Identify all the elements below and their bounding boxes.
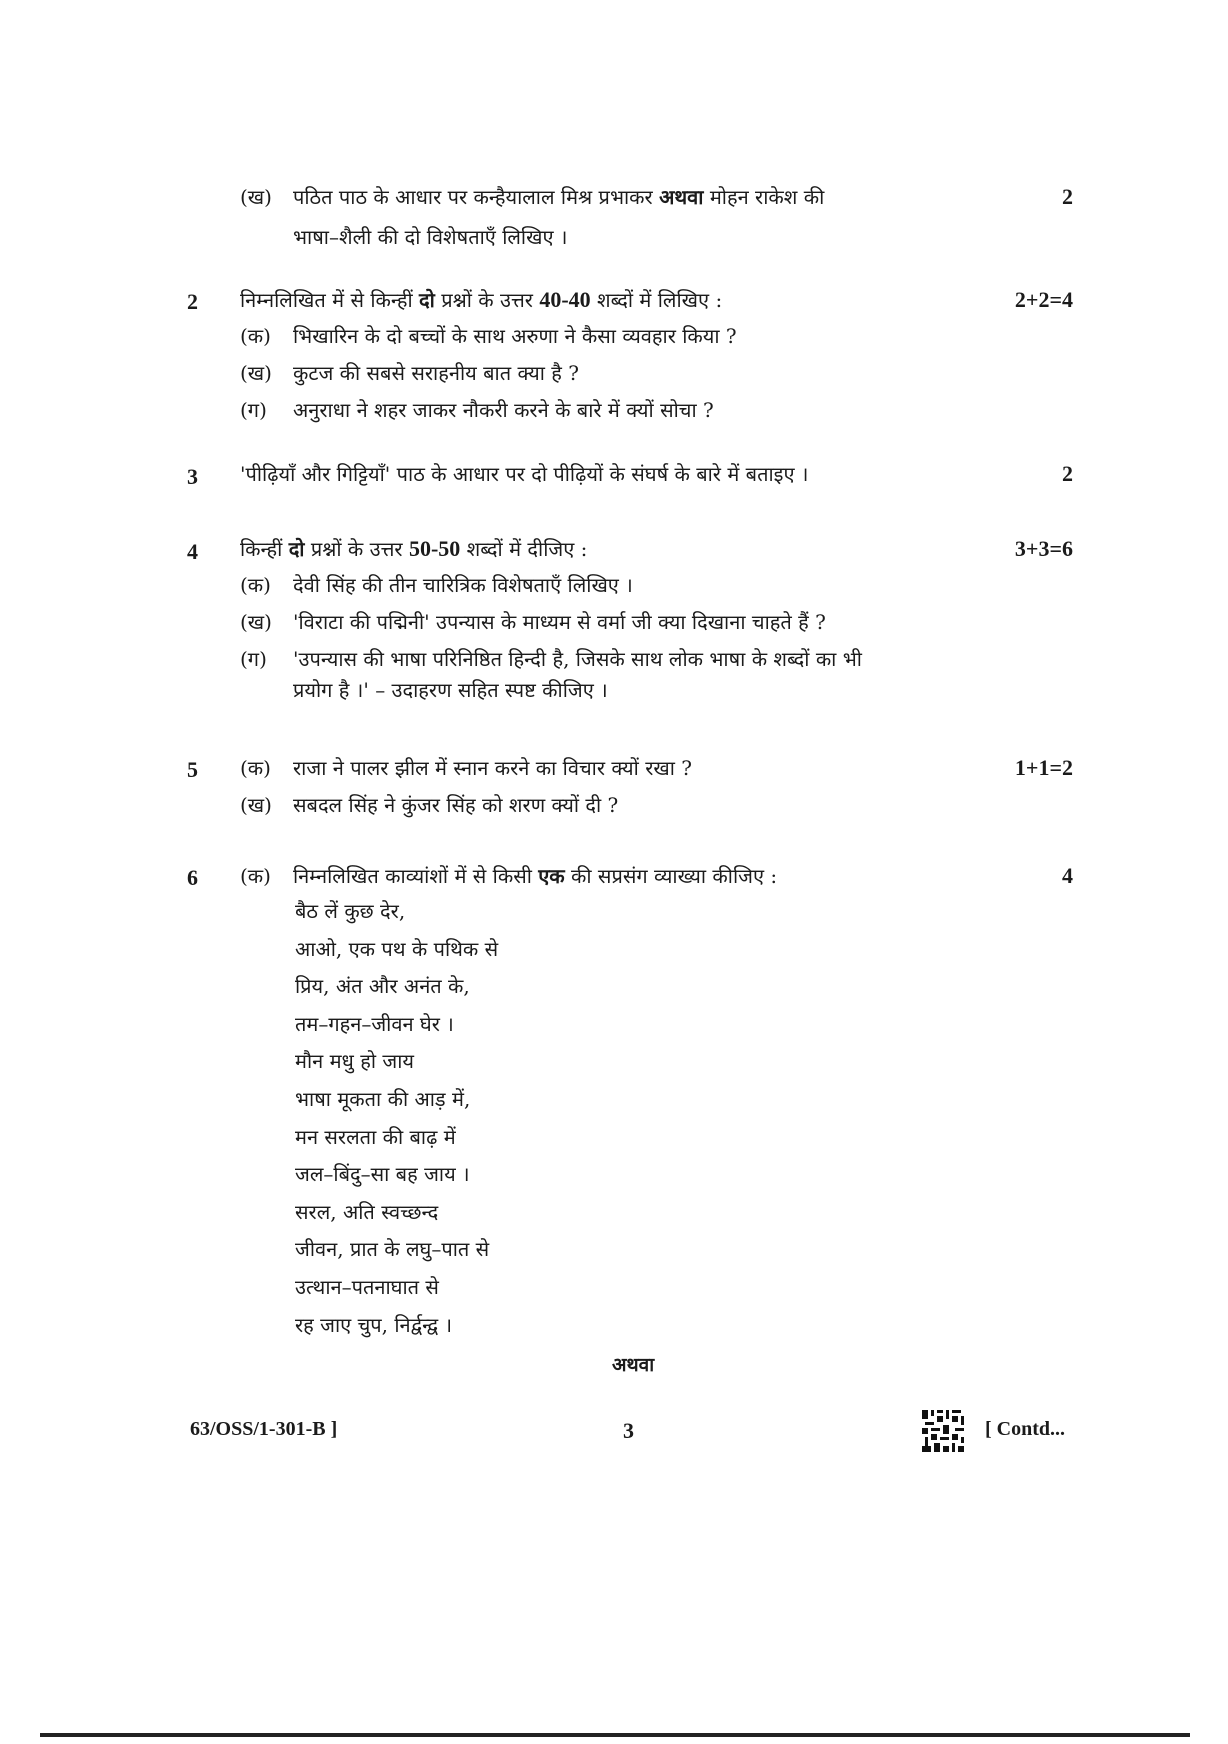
q4-part-g-text: 'उपन्यास की भाषा परिनिष्ठित हिन्दी है, जिसके साथ लोक भाषा के शब्दों का भी: [293, 647, 862, 671]
q5-part-k-text: राजा ने पालर झील में स्नान करने का विचार क्यों रखा ?: [293, 756, 692, 780]
continued-label: [ Contd...: [985, 1418, 1066, 1440]
poem-line: तम–गहन–जीवन घेर ।: [295, 1011, 454, 1036]
q4-stem-bold2: 50-50: [408, 536, 461, 561]
q1-text-a: पठित पाठ के आधार पर कन्हैयालाल मिश्र प्रभाकर: [293, 185, 653, 209]
q1-text-b: मोहन राकेश की: [709, 185, 825, 209]
q4-stem-bold1: दो: [288, 537, 305, 561]
q5-part-kh-label: (ख): [240, 793, 272, 817]
q6-stem-b: की सप्रसंग व्याख्या कीजिए :: [571, 864, 778, 888]
q4-part-g-text2: प्रयोग है ।' – उदाहरण सहित स्पष्ट कीजिए ।: [293, 678, 608, 702]
q5-marks: 1+1=2: [1014, 755, 1073, 780]
q2-part-g-label: (ग): [240, 398, 267, 422]
q2-part-k-text: भिखारिन के दो बच्चों के साथ अरुणा ने कैसा व्यवहार किया ?: [293, 324, 737, 348]
q3-number: 3: [187, 464, 198, 489]
q2-part-kh-text: कुटज की सबसे सराहनीय बात क्या है ?: [293, 361, 579, 385]
q2-stem-a: निम्नलिखित में से किन्हीं: [240, 288, 413, 312]
q2-stem-bold2: 40-40: [539, 287, 591, 312]
poem-line: उत्थान–पतनाघात से: [295, 1274, 439, 1299]
poem-line: भाषा मूकता की आड़ में,: [295, 1086, 471, 1111]
q4-number: 4: [187, 539, 198, 564]
q4-stem: [240, 535, 587, 563]
q2-stem-bold1: दो: [419, 288, 435, 312]
q4-part-kh-label: (ख): [240, 610, 272, 634]
q5-part-kh-text: सबदल सिंह ने कुंजर सिंह को शरण क्यों दी ?: [293, 793, 619, 817]
q6-poem: [295, 897, 498, 1348]
q2-stem-c: शब्दों में लिखिए :: [597, 288, 723, 312]
q5-part-k-label: (क): [240, 756, 271, 780]
q4-stem-a: किन्हीं: [240, 537, 283, 561]
q1-part-label: (ख): [240, 185, 272, 209]
q2-part-kh-label: (ख): [240, 361, 272, 385]
q1-text-line2: भाषा–शैली की दो विशेषताएँ लिखिए ।: [293, 225, 568, 249]
poem-line: मन सरलता की बाढ़ में: [295, 1124, 456, 1149]
poem-line: आओ, एक पथ के पथिक से: [295, 936, 499, 961]
bottom-edge-rule: [40, 1733, 1190, 1737]
q6-part-label: (क): [240, 864, 271, 888]
q6-stem-a: निम्नलिखित काव्यांशों में से किसी: [293, 864, 532, 888]
q2-marks: 2+2=4: [1014, 287, 1073, 312]
q4-part-kh-text: 'विराटा की पद्मिनी' उपन्यास के माध्यम से वर्मा जी क्या दिखाना चाहते हैं ?: [293, 610, 826, 634]
q4-part-k-text: देवी सिंह की तीन चारित्रिक विशेषताएँ लिखिए ।: [293, 573, 633, 597]
poem-line: जल–बिंदु–सा बह जाय ।: [295, 1162, 470, 1187]
q6-or-separator: अथवा: [612, 1354, 655, 1376]
paper-code: 63/OSS/1-301-B ]: [190, 1418, 338, 1440]
q1-text-line1: [293, 183, 824, 211]
q1-text-or: अथवा: [659, 185, 704, 209]
q6-stem: [293, 862, 777, 890]
q4-stem-c: शब्दों में दीजिए :: [466, 537, 588, 561]
qr-code-icon: [922, 1410, 964, 1452]
poem-line: जीवन, प्रात के लघु–पात से: [295, 1237, 490, 1262]
q4-stem-b: प्रश्नों के उत्तर: [310, 537, 403, 561]
q2-stem: [240, 286, 722, 314]
poem-line: बैठ लें कुछ देर,: [295, 899, 406, 923]
q2-number: 2: [187, 289, 198, 314]
poem-line: सरल, अति स्वच्छन्द: [295, 1199, 439, 1224]
poem-line: मौन मधु हो जाय: [295, 1049, 414, 1074]
q6-stem-bold: एक: [538, 864, 565, 888]
q1-marks: 2: [1062, 184, 1073, 209]
q2-part-g-text: अनुराधा ने शहर जाकर नौकरी करने के बारे में क्यों सोचा ?: [293, 398, 714, 422]
q2-part-k-label: (क): [240, 324, 271, 348]
page-number: 3: [623, 1418, 634, 1443]
q4-marks: 3+3=6: [1014, 536, 1073, 561]
q6-marks: 4: [1062, 863, 1073, 888]
q6-number: 6: [187, 865, 198, 890]
poem-line: प्रिय, अंत और अनंत के,: [295, 974, 470, 999]
q4-part-k-label: (क): [240, 573, 271, 597]
q5-number: 5: [187, 757, 198, 782]
poem-line: रह जाए चुप, निर्द्वन्द्व ।: [295, 1312, 453, 1337]
q4-part-g-label: (ग): [240, 647, 267, 671]
q3-text: 'पीढ़ियाँ और गिट्टियाँ' पाठ के आधार पर दो पीढ़ियों के संघर्ष के बारे में बताइए ।: [240, 462, 809, 486]
q3-marks: 2: [1062, 461, 1073, 486]
q2-stem-b: प्रश्नों के उत्तर: [441, 288, 533, 312]
